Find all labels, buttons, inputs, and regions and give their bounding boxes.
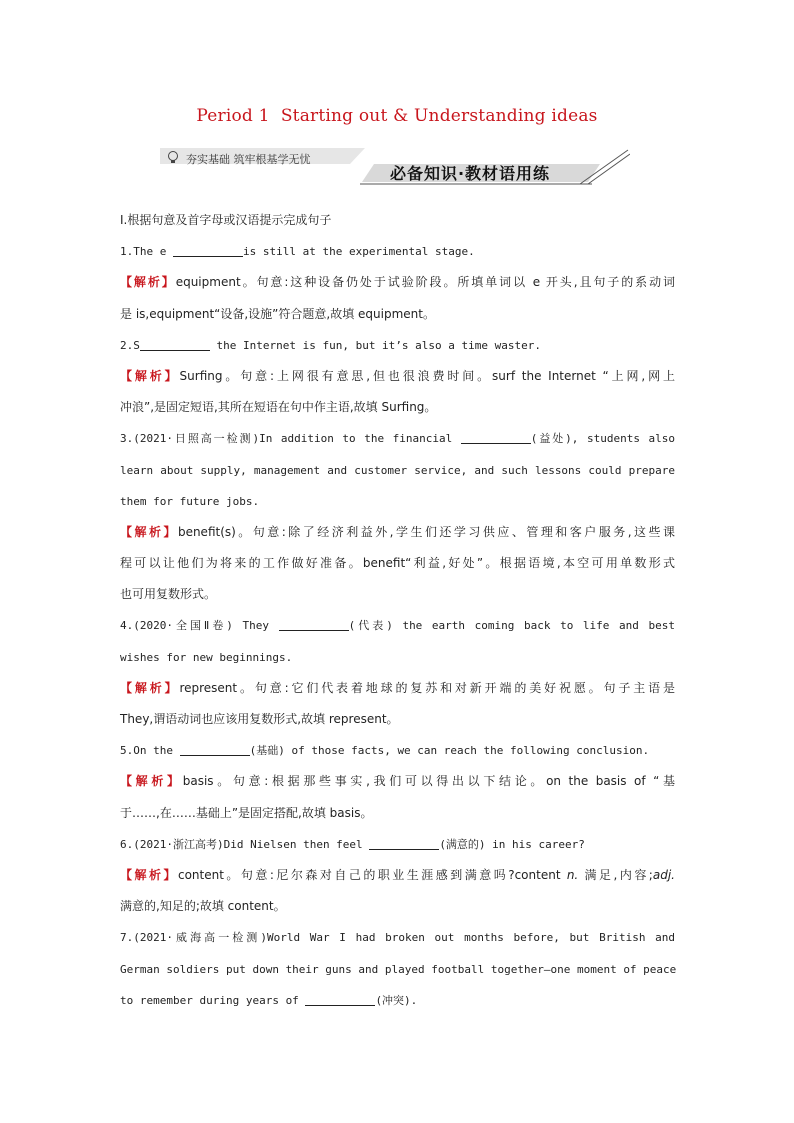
analysis-5-line-2: 于……,在……基础上”是固定搭配,故填 basis。: [120, 805, 373, 820]
page-title: Period 1 Starting out & Understanding ideas: [196, 106, 598, 126]
answer-blank: [140, 338, 210, 351]
question-3-line-2: learn about supply, management and customer service, and such lessons could prepare: [120, 463, 675, 477]
question-7-line-1: 7.(2021·威海高一检测)World War I had broken out months before, but British and: [120, 931, 675, 945]
question-6: 6.(2021·浙江高考)Did Nielsen then feel (满意的) in his career?: [120, 837, 585, 851]
analysis-5-line-1: 【解析】basis。句意:根据那些事实,我们可以得出以下结论。on the basis of “基: [120, 774, 675, 789]
analysis-1-line-1: 【解析】equipment。句意:这种设备仍处于试验阶段。所填单词以 e 开头,且句子的系动词: [120, 275, 675, 290]
analysis-tag: 【解析】: [120, 774, 183, 789]
answer-blank: [279, 618, 349, 631]
question-4-line-2: wishes for new beginnings.: [120, 650, 293, 664]
analysis-tag: 【解析】: [120, 524, 178, 539]
analysis-4-line-2: They,谓语动词也应该用复数形式,故填 represent。: [120, 712, 399, 726]
answer-blank: [369, 837, 439, 850]
exercise-content: [120, 205, 675, 1016]
question-3-line-3: them for future jobs.: [120, 494, 260, 508]
analysis-2-line-1: 【解析】Surfing。句意:上网很有意思,但也很浪费时间。surf the Internet “上网,网上: [120, 368, 675, 383]
question-7-line-2: German soldiers put down their guns and played football together—one moment of peace: [120, 962, 677, 976]
analysis-3-line-2: 程可以让他们为将来的工作做好准备。benefit“利益,好处”。根据语境,本空可用单数形式: [120, 556, 675, 571]
analysis-tag: 【解析】: [120, 867, 178, 882]
analysis-tag: 【解析】: [120, 275, 176, 290]
analysis-4-line-1: 【解析】represent。句意:它们代表着地球的复苏和对新开端的美好祝愿。句子主语是: [120, 680, 675, 695]
answer-blank: [305, 993, 375, 1006]
analysis-2-line-2: 冲浪”,是固定短语,其所在短语在句中作主语,故填 Surfing。: [120, 400, 437, 415]
question-1: 1.The e is still at the experimental stage.: [120, 245, 475, 259]
question-5: 5.On the (基础) of those facts, we can reach the following conclusion.: [120, 744, 650, 758]
question-2: 2.S the Internet is fun, but it’s also a time waster.: [120, 338, 542, 352]
answer-blank: [461, 431, 531, 444]
banner-left-text: 夯实基础 筑牢根基学无忧: [186, 153, 311, 166]
section-banner: [160, 148, 630, 188]
analysis-3-line-1: 【解析】benefit(s)。句意:除了经济利益外,学生们还学习供应、管理和客户服务,这些课: [120, 524, 675, 539]
analysis-1-line-2: 是 is,equipment“设备,设施”符合题意,故填 equipment。: [120, 306, 435, 321]
analysis-tag: 【解析】: [120, 680, 180, 695]
answer-blank: [180, 743, 250, 756]
analysis-tag: 【解析】: [120, 368, 180, 383]
analysis-6-line-1: 【解析】content。句意:尼尔森对自己的职业生涯感到满意吗?content n. 满足,内容;adj.: [120, 867, 675, 882]
answer-blank: [173, 244, 243, 257]
analysis-6-line-2: 满意的,知足的;故填 content。: [120, 899, 286, 914]
section-heading: Ⅰ.根据句意及首字母或汉语提示完成句子: [120, 213, 332, 227]
question-7-line-3: to remember during years of (冲突).: [120, 993, 418, 1007]
question-3-line-1: 3.(2021·日照高一检测)In addition to the financial (益处), students also: [120, 432, 675, 446]
analysis-3-line-3: 也可用复数形式。: [120, 587, 217, 602]
banner-right-text: 必备知识·教材语用练: [389, 164, 551, 183]
question-4-line-1: 4.(2020·全国Ⅱ卷) They (代表) the earth coming back to life and best: [120, 619, 675, 633]
